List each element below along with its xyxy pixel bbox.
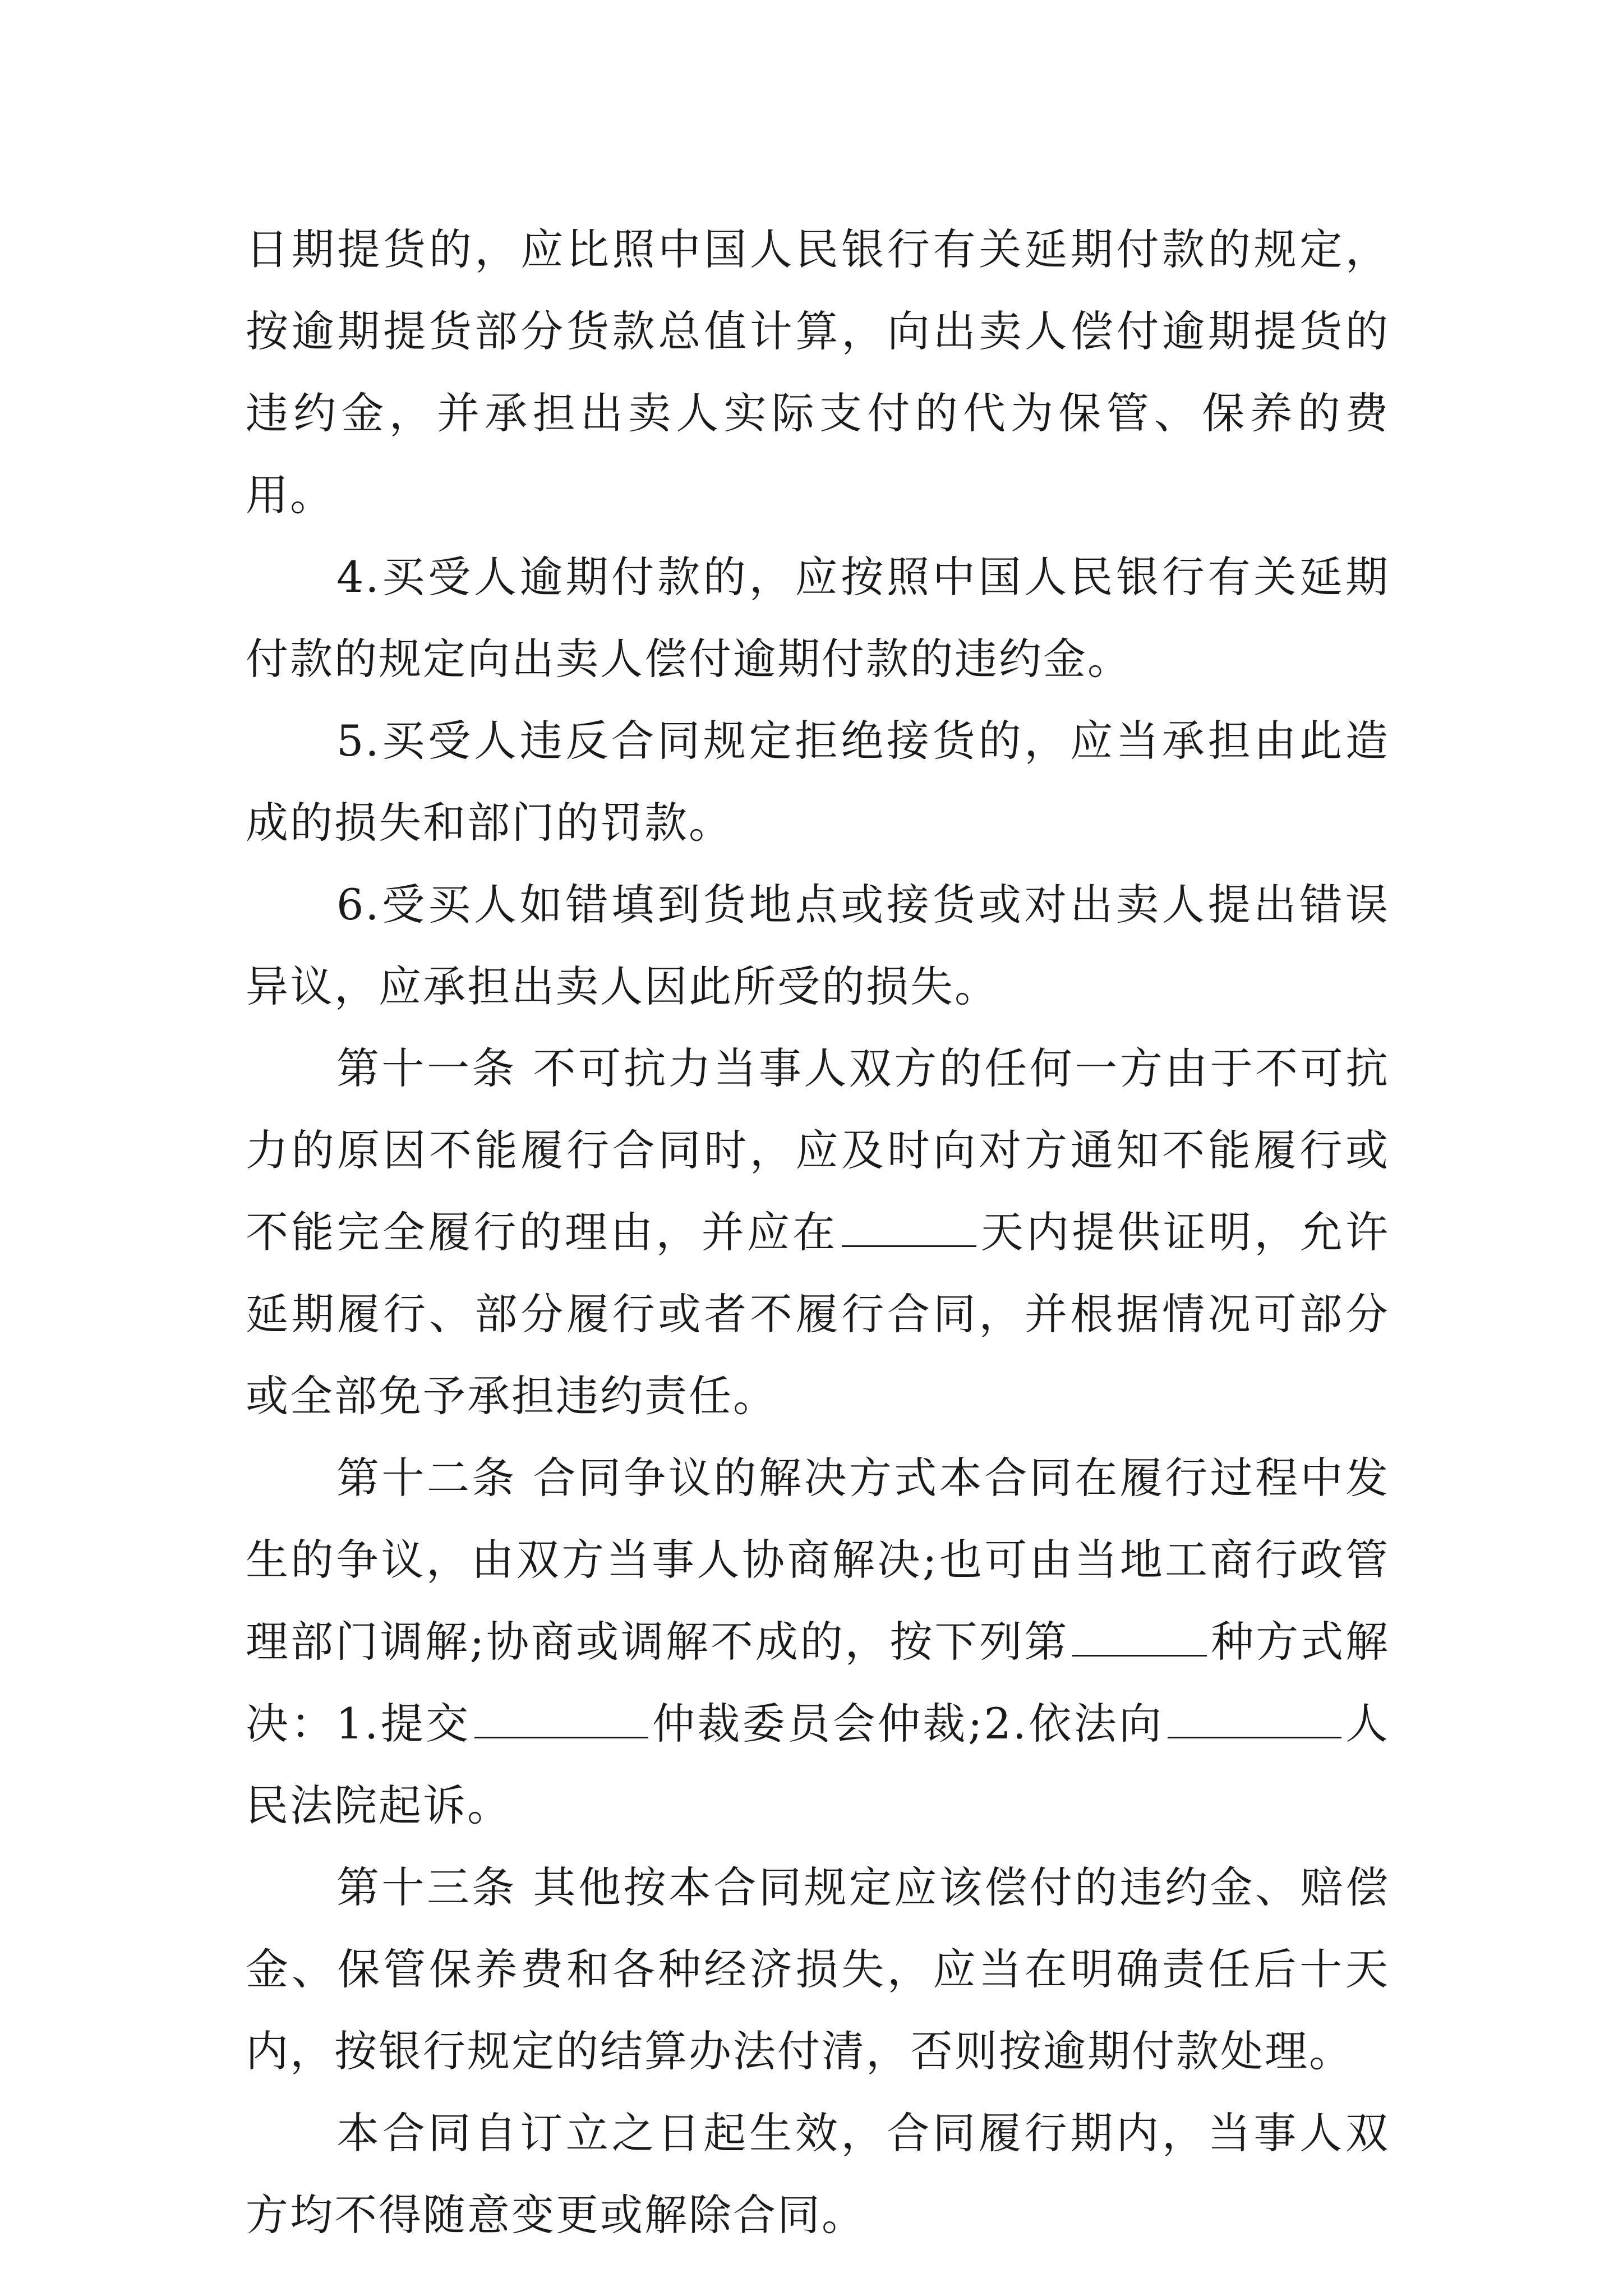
paragraph-clause-4: 4.买受人逾期付款的，应按照中国人民银行有关延期付款的规定向出卖人偿付逾期付款的违约金。 xyxy=(246,552,1390,684)
paragraph-article-12 xyxy=(246,1437,1390,1847)
paragraph-article-11 xyxy=(246,1028,1390,1437)
paragraph-clause-6: 6.受买人如错填到货地点或接货或对出卖人提出错误异议，应承担出卖人因此所受的损失。 xyxy=(246,880,1390,1011)
court-blank xyxy=(1168,1697,1341,1738)
arbitration-committee-blank xyxy=(474,1697,648,1738)
article-12-text-c: 仲裁委员会仲裁;2.依法向 xyxy=(651,1699,1164,1749)
article-11-text-a: 第十一条 不可抗力当事人双方的任何一方由于不可抗力的原因不能履行合同时，应及时向对方通知不能履行或不能完全履行的理由，并应在 xyxy=(246,1043,1390,1257)
article-12-text-b: 种方式解决：1.提交 xyxy=(246,1617,1390,1749)
paragraph-effective: 本合同自订立之日起生效，合同履行期内，当事人双方均不得随意变更或解除合同。 xyxy=(246,2108,1390,2240)
paragraph-clause-5: 5.买受人违反合同规定拒绝接货的，应当承担由此造成的损失和部门的罚款。 xyxy=(246,716,1390,848)
contract-body xyxy=(246,209,1390,2256)
article-12-text-d: 人民法院起诉。 xyxy=(246,1699,1390,1830)
article-11-text-b: 天内提供证明，允许延期履行、部分履行或者不履行合同，并根据情况可部分或全部免予承担违约责任。 xyxy=(246,1207,1390,1421)
days-blank xyxy=(842,1206,976,1247)
paragraph-article-13: 第十三条 其他按本合同规定应该偿付的违约金、赔偿金、保管保养费和各种经济损失，应当在明确责任后十天内，按银行规定的结算办法付清，否则按逾期付款处理。 xyxy=(246,1862,1390,2076)
paragraph-late-pickup: 日期提货的，应比照中国人民银行有关延期付款的规定，按逾期提货部分货款总值计算，向出卖人偿付逾期提货的违约金，并承担出卖人实际支付的代为保管、保养的费用。 xyxy=(246,224,1390,520)
article-12-text-a: 第十二条 合同争议的解决方式本合同在履行过程中发生的争议，由双方当事人协商解决;也可由当地工商行政管理部门调解;协商或调解不成的，按下列第 xyxy=(246,1453,1390,1667)
method-number-blank xyxy=(1072,1616,1207,1657)
